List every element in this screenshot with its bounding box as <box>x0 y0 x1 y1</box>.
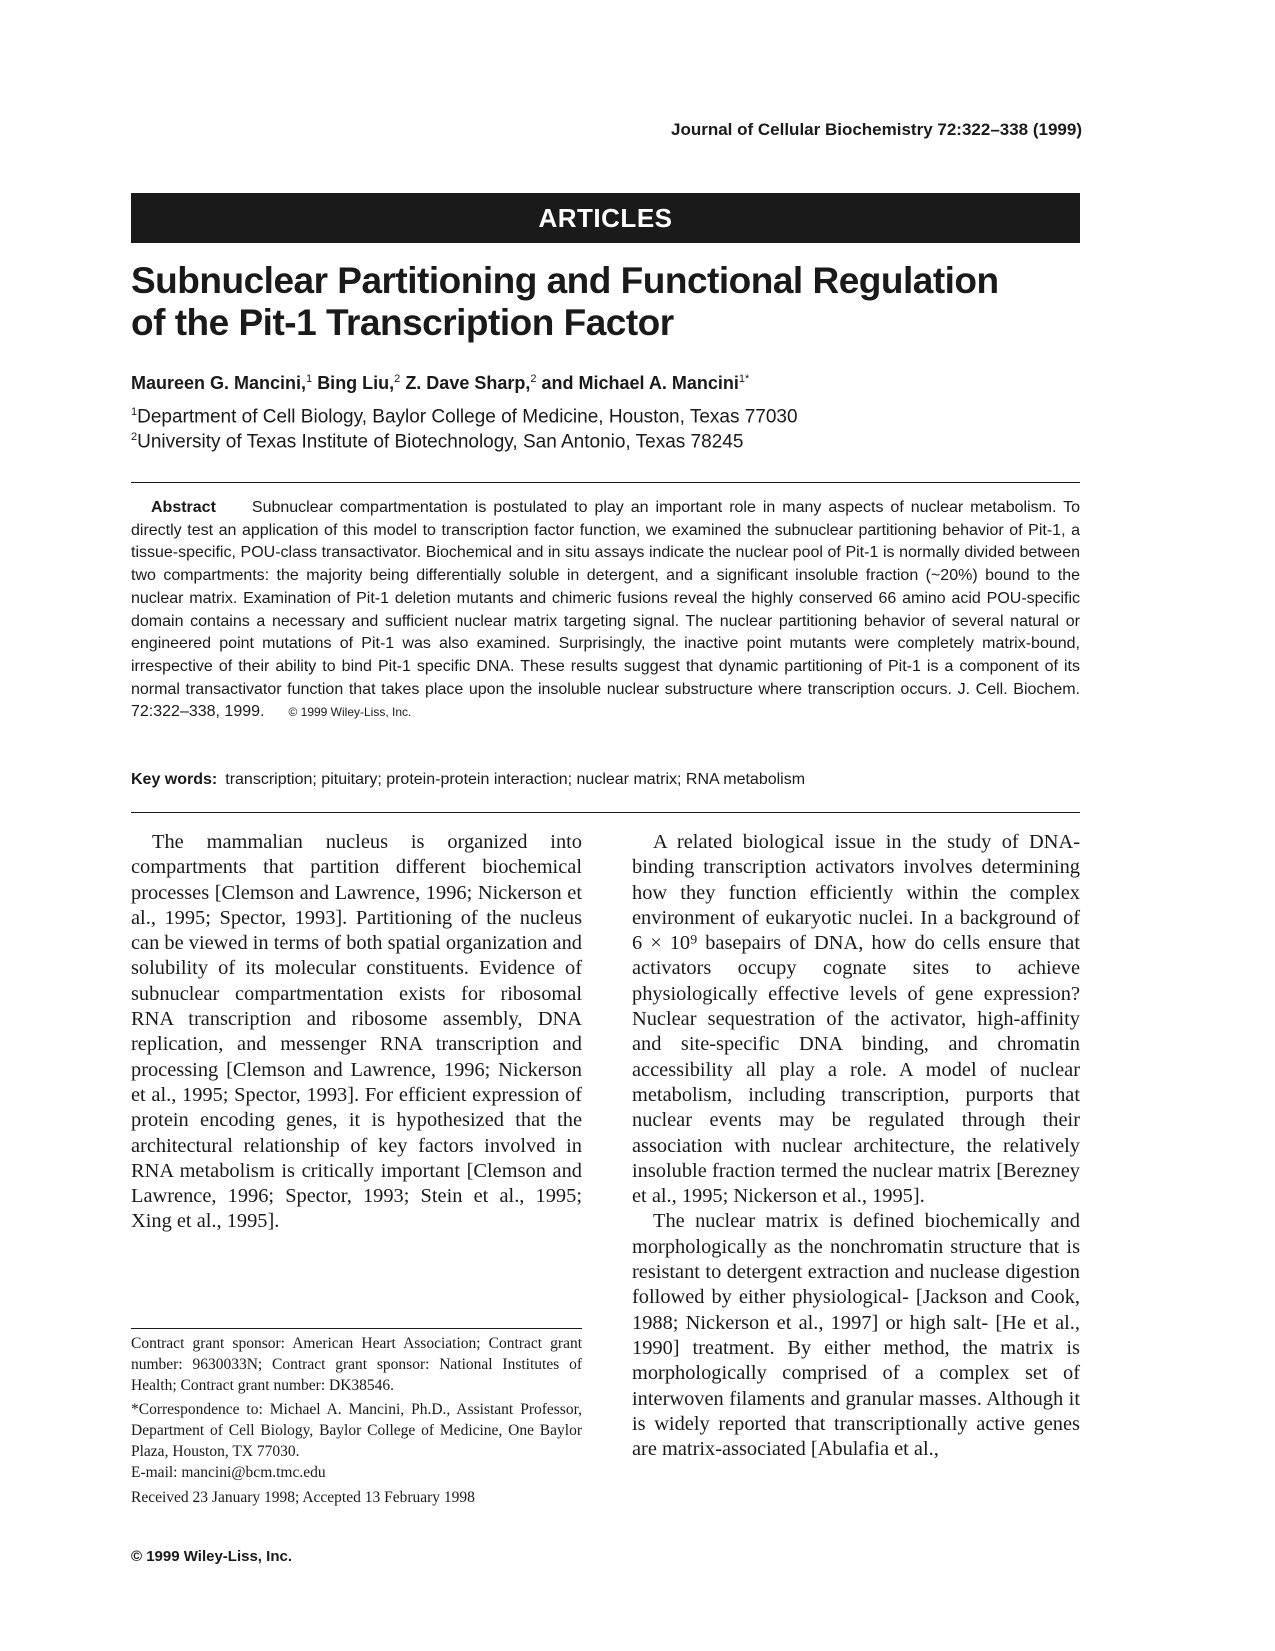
affiliation-text: Department of Cell Biology, Baylor College of Medicine, Houston, Texas 77030 <box>137 406 798 428</box>
body-paragraph: The mammalian nucleus is organized into compartments that partition different biochemical processes [Clemson and Lawrence, 1996; Nickerson et al., 1995; Spector, 1993]. Partitioning of the nucleus can be viewed in terms of both spatial organization and solubility of its molecular constituents. Evidence of subnuclear compartmentation exists for ribosomal RNA transcription and ribosome assembly, DNA replication, and messenger RNA transcription and processing [Clemson and Lawrence, 1996; Nickerson et al., 1995; Spector, 1993]. For efficient expression of protein encoding genes, it is hypothesized that the architectural relationship of key factors involved in RNA metabolism is critically important [Clemson and Lawrence, 1996; Spector, 1993; Stein et al., 1995; Xing et al., 1995]. <box>131 831 582 1233</box>
title-line-1: Subnuclear Partitioning and Functional Regulation <box>131 260 999 301</box>
author-affil-mark: 1* <box>738 373 750 385</box>
abstract-text: Subnuclear compartmentation is postulated to play an important role in many aspects of nuclear metabolism. To directly test an application of this model to transcription factor function, we examined the subnuclear partitioning behavior of Pit-1, a tissue-specific, POU-class transactivator. Biochemical and in situ assays indicate the nuclear pool of Pit-1 is normally divided between two compartments: the majority being differentially soluble in detergent, and a significant insoluble fraction (~20%) bound to the nuclear matrix. Examination of Pit-1 deletion mutants and chimeric fusions reveal the highly conserved 66 amino acid POU-specific domain contains a necessary and sufficient nuclear matrix targeting signal. The nuclear partitioning behavior of several natural or engineered point mutations of Pit-1 was also examined. Surprisingly, the inactive point mutants were completely matrix-bound, irrespective of their ability to bind Pit-1 specific DNA. These results suggest that dynamic partitioning of Pit-1 is a component of its normal transactivator function that takes place upon the insoluble nuclear substructure where transcription occurs. J. Cell. Biochem. 72:322–338, 1999. <box>131 499 1080 721</box>
abstract-copyright: © 1999 Wiley-Liss, Inc. <box>288 705 412 720</box>
author-affil-mark: 2 <box>530 373 537 385</box>
article-title <box>131 260 1080 344</box>
affiliation-text: University of Texas Institute of Biotechnology, San Antonio, Texas 78245 <box>137 431 744 453</box>
abstract-divider <box>131 812 1080 813</box>
body-paragraph: The nuclear matrix is defined biochemically and morphologically as the nonchromatin structure that is resistant to detergent extraction and nuclease digestion followed by either physiological- [Jackson and Cook, 1988; Nickerson et al., 1997] or high salt- [He et al., 1990] treatment. By either method, the matrix is morphologically comprised of a complex set of interwoven filaments and granular masses. Although it is widely reported that transcriptionally active genes are matrix-associated [Abulafia et al., <box>632 1210 1080 1461</box>
abstract-label: Abstract <box>151 499 216 516</box>
abstract <box>131 497 1080 724</box>
body-column-right <box>632 830 1080 1462</box>
footnotes <box>131 1334 582 1512</box>
section-label: ARTICLES <box>538 203 673 233</box>
keywords-text: transcription; pituitary; protein-protein interaction; nuclear matrix; RNA metabolism <box>225 771 806 788</box>
journal-reference: Journal of Cellular Biochemistry 72:322–338 (1999) <box>670 120 1082 139</box>
keywords <box>131 771 805 789</box>
affiliation-mark: 1 <box>131 406 138 418</box>
affiliation <box>131 406 798 428</box>
correspondence-footnote: *Correspondence to: Michael A. Mancini, Ph.D., Assistant Professor, Department of Cell Biology, Baylor College of Medicine, One Baylor Plaza, Houston, TX 77030. <box>131 1401 582 1460</box>
body-paragraph: A related biological issue in the study of DNA-binding transcription activators involves determining how they function efficiently within the complex environment of eukaryotic nuclei. In a background of 6 × 10⁹ basepairs of DNA, how do cells ensure that activators occupy cognate sites to achieve physiologically effective levels of gene expression? Nuclear sequestration of the activator, high-affinity and site-specific DNA binding, and chromatin accessibility all play a role. A model of nuclear metabolism, including transcription, purports that nuclear events may be regulated through their association with nuclear architecture, the relatively insoluble fraction termed the nuclear matrix [Berezney et al., 1995; Nickerson et al., 1995]. <box>632 831 1080 1208</box>
affiliation-mark: 2 <box>131 431 138 443</box>
footer-copyright: © 1999 Wiley-Liss, Inc. <box>131 1548 292 1565</box>
author-name: Z. Dave Sharp, <box>405 373 531 393</box>
header-divider <box>131 482 1080 483</box>
body-column-left <box>131 830 582 1235</box>
footnote-divider <box>131 1328 582 1329</box>
author-affil-mark: 1 <box>306 373 313 385</box>
author-name: Maureen G. Mancini, <box>131 373 307 393</box>
author-name: and Michael A. Mancini <box>541 373 739 393</box>
grant-footnote: Contract grant sponsor: American Heart Association; Contract grant number: 9630033N; Contract grant sponsor: National Institutes of Health; Contract grant number: DK38546. <box>131 1335 582 1394</box>
email-footnote[interactable]: E-mail: mancini@bcm.tmc.edu <box>131 1463 326 1481</box>
section-banner <box>131 193 1080 243</box>
affiliation <box>131 431 743 453</box>
author-name: Bing Liu, <box>317 373 395 393</box>
title-line-2: of the Pit-1 Transcription Factor <box>131 302 674 343</box>
author-affil-mark: 2 <box>394 373 401 385</box>
received-footnote: Received 23 January 1998; Accepted 13 February 1998 <box>131 1488 475 1506</box>
keywords-label: Key words: <box>131 771 218 788</box>
author-list <box>131 373 749 394</box>
